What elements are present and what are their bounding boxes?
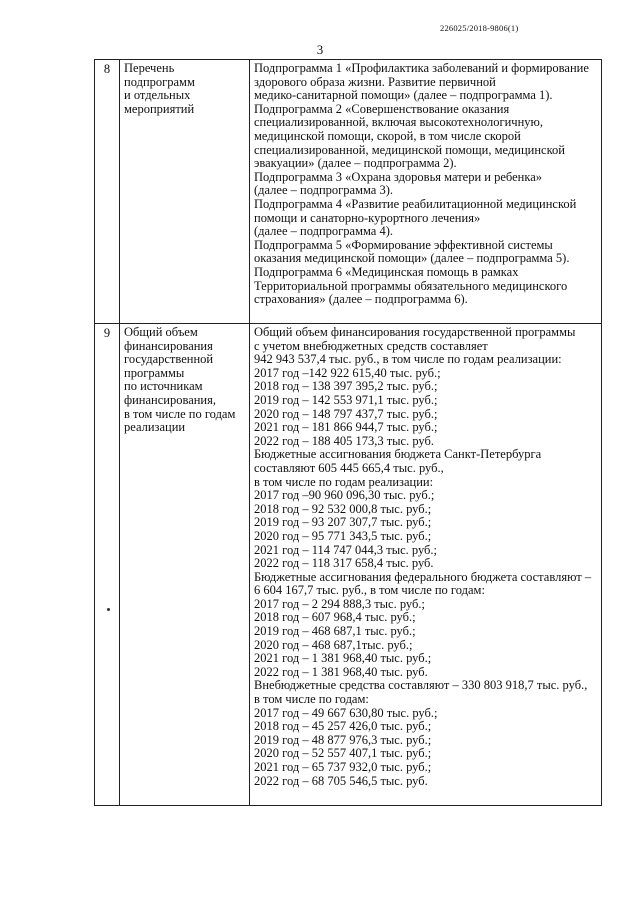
label-line: государственной <box>124 352 214 367</box>
content-line: медицинской помощи, скорой, в том числе скорой <box>254 128 521 143</box>
content-line: в том числе по годам: <box>254 692 369 707</box>
content-line: Подпрограмма 1 «Профилактика заболеваний и формирование <box>254 61 589 75</box>
content-line: здорового образа жизни. Развитие первичной <box>254 74 496 89</box>
content-line: 2017 год –90 960 096,30 тыс. руб.; <box>254 488 435 503</box>
content-line: 2020 год – 95 771 343,5 тыс. руб.; <box>254 528 432 543</box>
label-line: программы <box>124 365 185 380</box>
content-line: 2021 год – 181 866 944,7 тыс. руб.; <box>254 420 438 435</box>
content-line: 2022 год – 188 405 173,3 тыс. руб. <box>254 433 435 448</box>
row-number: 9 <box>95 324 120 806</box>
table-row <box>95 324 602 806</box>
content-line: Бюджетные ассигнования бюджета Санкт-Петербурга <box>254 447 542 462</box>
content-line: 2018 год – 138 397 395,2 тыс. руб.; <box>254 379 438 394</box>
page-number: 3 <box>316 42 324 57</box>
content-line: Подпрограмма 6 «Медицинская помощь в рамках <box>254 264 519 279</box>
content-line: с учетом внебюджетных средств составляет <box>254 338 488 353</box>
scan-speck <box>107 608 110 611</box>
content-line: 942 943 537,4 тыс. руб., в том числе по годам реализации: <box>254 352 562 367</box>
content-line: 2020 год – 148 797 437,7 тыс. руб.; <box>254 406 438 421</box>
label-line: в том числе по годам <box>124 406 236 421</box>
label-line: Общий объем <box>124 325 198 339</box>
content-line: Подпрограмма 5 «Формирование эффективной системы <box>254 237 553 252</box>
content-line: Подпрограмма 4 «Развитие реабилитационной медицинской <box>254 196 577 211</box>
content-line: 2017 год –142 922 615,40 тыс. руб.; <box>254 365 441 380</box>
content-line: 2019 год – 142 553 971,1 тыс. руб.; <box>254 392 438 407</box>
content-line: страхования» (далее – подпрограмма 6). <box>254 292 468 307</box>
label-line: финансирования <box>124 338 213 353</box>
content-line: Подпрограмма 2 «Совершенствование оказания <box>254 101 510 116</box>
content-line: 2021 год – 114 747 044,3 тыс. руб.; <box>254 542 438 557</box>
content-line: составляют 605 445 665,4 тыс. руб., <box>254 460 444 475</box>
content-line: Бюджетные ассигнования федерального бюджета составляют – <box>254 569 592 584</box>
label-line: подпрограмм <box>124 74 195 89</box>
content-line: медико-санитарной помощи» (далее – подпрограмма 1). <box>254 88 553 103</box>
document-id: 226025/2018-9806(1) <box>440 23 519 33</box>
label-line: реализации <box>124 420 186 435</box>
content-line: 2021 год – 65 737 932,0 тыс. руб.; <box>254 760 432 774</box>
program-passport-table <box>94 59 602 806</box>
content-line: эвакуации» (далее – подпрограмма 2). <box>254 156 457 171</box>
content-line: 2019 год – 48 877 976,3 тыс. руб.; <box>254 732 432 747</box>
content-line: 2019 год – 93 207 307,7 тыс. руб.; <box>254 515 432 530</box>
label-line: финансирования, <box>124 392 216 407</box>
content-line: 2022 год – 1 381 968,40 тыс. руб. <box>254 664 428 679</box>
content-line: 2019 год – 468 687,1 тыс. руб.; <box>254 624 416 639</box>
content-line: Подпрограмма 3 «Охрана здоровья матери и ребенка» <box>254 169 543 184</box>
row-content <box>250 60 602 324</box>
content-line: Внебюджетные средства составляют – 330 803 918,7 тыс. руб., <box>254 678 588 693</box>
label-line: мероприятий <box>124 101 195 116</box>
label-line: по источникам <box>124 379 203 394</box>
content-line: оказания медицинской помощи» (далее – подпрограмма 5). <box>254 251 570 266</box>
row-content <box>250 324 602 806</box>
table-row <box>95 60 602 324</box>
content-line: специализированной, медицинской помощи, медицинской <box>254 142 565 157</box>
content-line: 2017 год – 49 667 630,80 тыс. руб.; <box>254 705 438 720</box>
content-line: 2018 год – 45 257 426,0 тыс. руб.; <box>254 719 432 734</box>
row-label <box>120 324 250 806</box>
content-line: 2021 год – 1 381 968,40 тыс. руб.; <box>254 651 432 666</box>
content-line: 2022 год – 68 705 546,5 тыс. руб. <box>254 773 428 788</box>
content-line: в том числе по годам реализации: <box>254 474 434 489</box>
content-line: специализированной, включая высокотехнологичную, <box>254 115 544 130</box>
content-line: Территориальной программы обязательного медицинского <box>254 278 568 293</box>
content-line: 2017 год – 2 294 888,3 тыс. руб.; <box>254 596 425 611</box>
label-line: Перечень <box>124 61 175 75</box>
content-line: (далее – подпрограмма 4). <box>254 224 394 239</box>
content-line: (далее – подпрограмма 3). <box>254 183 394 198</box>
content-line: 2018 год – 92 532 000,8 тыс. руб.; <box>254 501 432 516</box>
content-line: 2018 год – 607 968,4 тыс. руб.; <box>254 610 416 625</box>
content-line: 2022 год – 118 317 658,4 тыс. руб. <box>254 556 434 571</box>
content-line: помощи и санаторно-курортного лечения» <box>254 210 481 225</box>
row-number: 8 <box>95 60 120 324</box>
content-line: 2020 год – 52 557 407,1 тыс. руб.; <box>254 746 432 761</box>
label-line: и отдельных <box>124 88 191 103</box>
content-line: 2020 год – 468 687,1тыс. руб.; <box>254 637 413 652</box>
content-line: 6 604 167,7 тыс. руб., в том числе по годам: <box>254 583 485 598</box>
row-label <box>120 60 250 324</box>
content-line: Общий объем финансирования государственной программы <box>254 325 576 339</box>
